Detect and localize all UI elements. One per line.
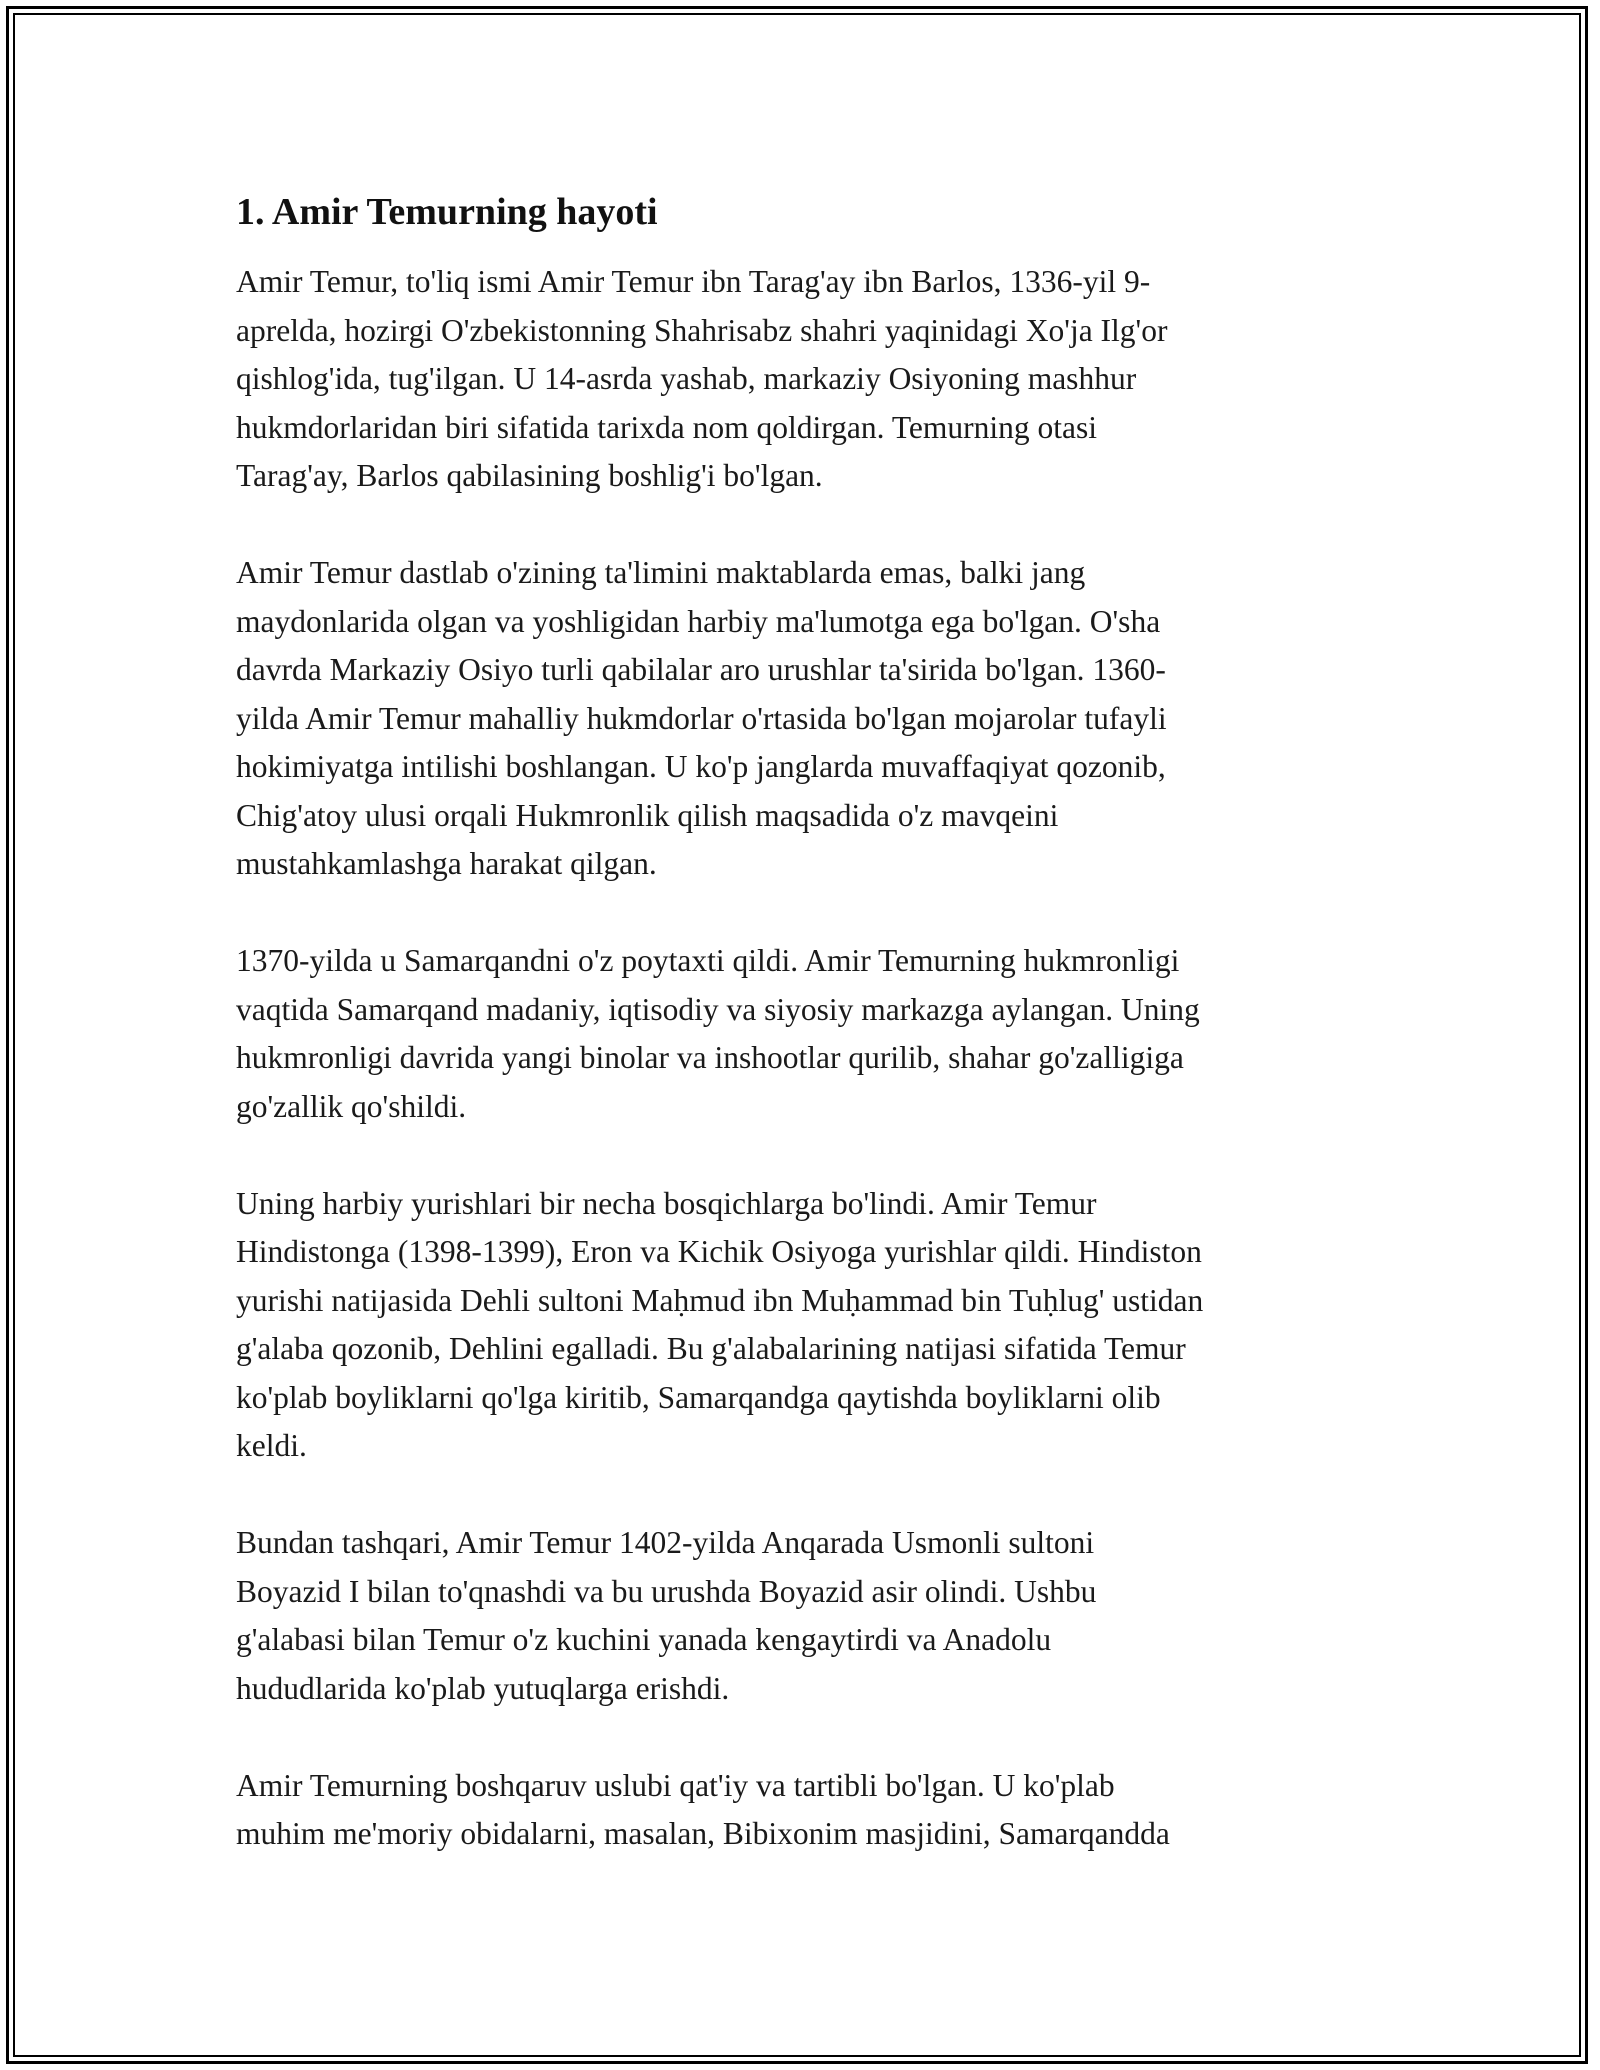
text-line: davrda Markaziy Osiyo turli qabilalar aro urushlar ta'sirida bo'lgan. 1360- xyxy=(236,652,1166,687)
text-line: hukmronligi davrida yangi binolar va inshootlar qurilib, shahar go'zalligiga xyxy=(236,1040,1184,1075)
text-line: g'alaba qozonib, Dehlini egalladi. Bu g'alabalarining natijasi sifatida Temur xyxy=(236,1331,1186,1366)
text-line: hududlarida ko'plab yutuqlarga erishdi. xyxy=(236,1670,730,1706)
paragraph-1 xyxy=(236,258,1366,501)
text-line: keldi. xyxy=(236,1428,307,1463)
text-line: Amir Temurning boshqaruv uslubi qat'iy va tartibli bo'lgan. U ko'plab xyxy=(236,1767,1115,1803)
text-line: ko'plab boyliklarni qo'lga kiritib, Samarqandga qaytishda boyliklarni olib xyxy=(236,1379,1161,1415)
text-line: Hindistonga (1398-1399), Eron va Kichik Osiyoga yurishlar qildi. Hindiston xyxy=(236,1234,1202,1269)
text-line: maydonlarida olgan va yoshligidan harbiy ma'lumotga ega bo'lgan. O'sha xyxy=(236,603,1161,639)
paragraph-4 xyxy=(236,1180,1366,1471)
text-line: muhim me'moriy obidalarni, masalan, Bibixonim masjidini, Samarqandda xyxy=(236,1816,1170,1851)
document-body xyxy=(236,186,1366,1907)
section-heading: 1. Amir Temurning hayoti xyxy=(236,191,658,233)
paragraph-2 xyxy=(236,549,1366,889)
text-line: 1370-yilda u Samarqandni o'z poytaxti qildi. Amir Temurning hukmronligi xyxy=(236,943,1180,978)
text-line: Bundan tashqari, Amir Temur 1402-yilda Anqarada Usmonli sultoni xyxy=(236,1525,1095,1560)
text-line: hokimiyatga intilishi boshlangan. U ko'p janglarda muvaffaqiyat qozonib, xyxy=(236,749,1166,784)
paragraph-6 xyxy=(236,1762,1366,1859)
text-line: g'alabasi bilan Temur o'z kuchini yanada kengaytirdi va Anadolu xyxy=(236,1622,1052,1657)
text-line: hukmdorlaridan biri sifatida tarixda nom qoldirgan. Temurning otasi xyxy=(236,409,1097,445)
text-line: Boyazid I bilan to'qnashdi va bu urushda Boyazid asir olindi. Ushbu xyxy=(236,1573,1097,1609)
text-line: yilda Amir Temur mahalliy hukmdorlar o'rtasida bo'lgan mojarolar tufayli xyxy=(236,700,1167,736)
paragraph-5 xyxy=(236,1519,1366,1713)
text-line: mustahkamlashga harakat qilgan. xyxy=(236,846,657,881)
text-line: Chig'atoy ulusi orqali Hukmronlik qilish maqsadida o'z mavqeini xyxy=(236,797,1059,833)
text-line: Uning harbiy yurishlari bir necha bosqichlarga bo'lindi. Amir Temur xyxy=(236,1185,1097,1221)
text-line: vaqtida Samarqand madaniy, iqtisodiy va siyosiy markazga aylangan. Uning xyxy=(236,991,1200,1027)
paragraph-3 xyxy=(236,937,1366,1131)
text-line: qishlog'ida, tug'ilgan. U 14-asrda yashab, markaziy Osiyoning mashhur xyxy=(236,361,1137,396)
text-line: Amir Temur, to'liq ismi Amir Temur ibn Tarag'ay ibn Barlos, 1336-yil 9- xyxy=(236,264,1151,299)
text-line: Tarag'ay, Barlos qabilasining boshlig'i bo'lgan. xyxy=(236,458,823,493)
text-line: go'zallik qo'shildi. xyxy=(236,1088,467,1124)
text-line: Amir Temur dastlab o'zining ta'limini maktablarda emas, balki jang xyxy=(236,555,1086,590)
text-line: aprelda, hozirgi O'zbekistonning Shahrisabz shahri yaqinidagi Xo'ja Ilg'or xyxy=(236,312,1168,348)
text-line: yurishi natijasida Dehli sultoni Maḥmud ibn Muḥammad bin Tuḥlug' ustidan xyxy=(236,1282,1204,1318)
